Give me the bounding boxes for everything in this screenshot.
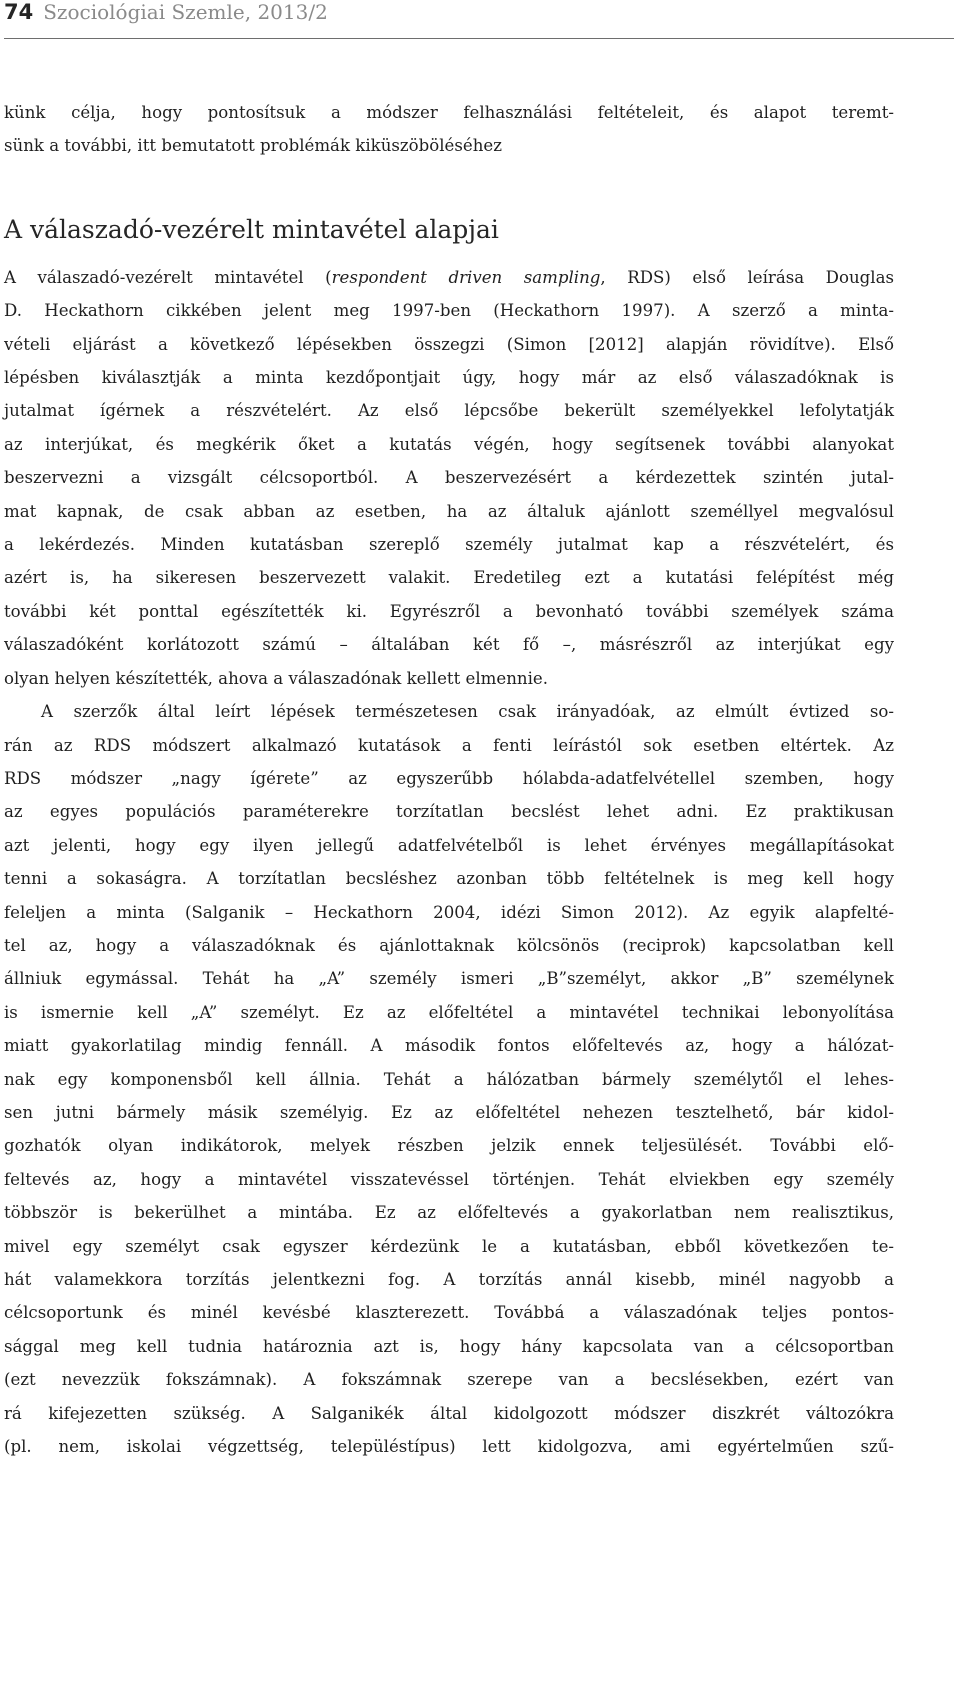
text-line: sen jutni bármely másik személyig. Ez az előfeltétel nehezen tesztelhető, bár kidol- xyxy=(4,1102,894,1122)
paragraph-1 xyxy=(4,261,894,695)
article-body xyxy=(4,96,894,1463)
text-line: feleljen a minta (Salganik – Heckathorn 2004, idézi Simon 2012). Az egyik alapfelté- xyxy=(4,902,894,922)
text-line: lépésben kiválasztják a minta kezdőpontjait úgy, hogy már az első válaszadóknak is xyxy=(4,368,894,388)
text-line: vételi eljárást a következő lépésekben összegzi (Simon [2012] alapján rövidítve). Első xyxy=(4,334,894,354)
text-line: künk célja, hogy pontosítsuk a módszer felhasználási feltételeit, és alapot teremt- xyxy=(4,103,894,122)
section-heading: A válaszadó-vezérelt mintavétel alapjai xyxy=(4,214,499,244)
text-line: az egyes populációs paraméterekre torzítatlan becslést lehet adni. Ez praktikusan xyxy=(4,802,894,822)
text-run: A válaszadó-vezérelt mintavétel ( xyxy=(4,267,332,287)
running-header xyxy=(4,0,328,34)
text-line xyxy=(4,261,894,294)
italic-term: respondent driven sampling xyxy=(331,267,601,287)
text-line: a lekérdezés. Minden kutatásban szereplő személy jutalmat kap a részvételért, és xyxy=(4,535,894,555)
text-run: , RDS) első leírása Douglas xyxy=(600,267,894,287)
text-line: (ezt nevezzük fokszámnak). A fokszámnak szerepe van a becslésekben, ezért van xyxy=(4,1370,894,1390)
text-line: nak egy komponensből kell állnia. Tehát a hálózatban bármely személytől el lehes- xyxy=(4,1069,894,1089)
text-line: hát valamekkora torzítás jelentkezni fog. A torzítás annál kisebb, minél nagyobb a xyxy=(4,1270,894,1289)
text-line: beszervezni a vizsgált célcsoportból. A beszervezésért a kérdezettek szintén jutal- xyxy=(4,468,894,488)
text-line: további két ponttal egészítették ki. Egyrészről a bevonható további személyek száma xyxy=(4,601,894,621)
intro-paragraph xyxy=(4,96,894,163)
text-line: azt jelenti, hogy egy ilyen jellegű adatfelvételből is lehet érvényes megállapításokat xyxy=(4,835,894,855)
text-line: A szerzők által leírt lépések természetesen csak irányadóak, az elmúlt évtized so- xyxy=(41,702,894,722)
text-line: RDS módszer „nagy ígérete” az egyszerűbb hólabda-adatfelvétellel szemben, hogy xyxy=(4,768,894,788)
text-line: tel az, hogy a válaszadóknak és ajánlottaknak kölcsönös (reciprok) kapcsolatban kell xyxy=(4,935,894,955)
text-line: feltevés az, hogy a mintavétel visszatevéssel történjen. Tehát elviekben egy személy xyxy=(4,1169,894,1189)
text-line: is ismernie kell „A” személyt. Ez az előfeltétel a mintavétel technikai lebonyolítása xyxy=(4,1002,894,1022)
text-line: D. Heckathorn cikkében jelent meg 1997-ben (Heckathorn 1997). A szerző a minta- xyxy=(4,301,894,321)
page-number: 74 xyxy=(4,0,34,24)
text-line: mat kapnak, de csak abban az esetben, ha az általuk ajánlott személlyel megvalósul xyxy=(4,501,894,521)
text-line: rán az RDS módszert alkalmazó kutatások a fenti leírástól sok esetben eltértek. Az xyxy=(4,735,894,755)
header-rule xyxy=(4,38,954,39)
text-line: mivel egy személyt csak egyszer kérdezünk le a kutatásban, ebből következően te- xyxy=(4,1236,894,1256)
text-line: sünk a további, itt bemutatott problémák kiküszöböléséhez xyxy=(4,136,502,156)
text-line: gozhatók olyan indikátorok, melyek részben jelzik ennek teljesülését. További elő- xyxy=(4,1136,894,1156)
text-line: állniuk egymással. Tehát ha „A” személy ismeri „B”személyt, akkor „B” személynek xyxy=(4,969,894,989)
text-line: jutalmat ígérnek a részvételért. Az első lépcsőbe bekerült személyekkel lefolytatják xyxy=(4,401,894,421)
text-line: az interjúkat, és megkérik őket a kutatás végén, hogy segítsenek további alanyokat xyxy=(4,434,894,454)
text-line: többször is bekerülhet a mintába. Ez az előfeltevés a gyakorlatban nem realisztikus, xyxy=(4,1203,894,1223)
text-line: (pl. nem, iskolai végzettség, településtípus) lett kidolgozva, ami egyértelműen szű- xyxy=(4,1437,894,1457)
text-line: rá kifejezetten szükség. A Salganikék által kidolgozott módszer diszkrét változókra xyxy=(4,1403,894,1423)
text-line: tenni a sokaságra. A torzítatlan becsléshez azonban több feltételnek is meg kell hogy xyxy=(4,869,894,889)
text-line: azért is, ha sikeresen beszervezett valakit. Eredetileg ezt a kutatási felépítést még xyxy=(4,568,894,588)
text-line: miatt gyakorlatilag mindig fennáll. A második fontos előfeltevés az, hogy a hálózat- xyxy=(4,1036,894,1056)
paragraph-2 xyxy=(4,695,894,1463)
text-line: olyan helyen készítették, ahova a válaszadónak kellett elmennie. xyxy=(4,668,548,688)
text-line: célcsoportunk és minél kevésbé klaszterezett. Továbbá a válaszadónak teljes pontos- xyxy=(4,1303,894,1323)
text-line: sággal meg kell tudnia határoznia azt is, hogy hány kapcsolata van a célcsoportban xyxy=(4,1336,894,1356)
text-line: válaszadóként korlátozott számú – általában két fő –, másrészről az interjúkat egy xyxy=(4,635,894,655)
journal-title: Szociológiai Szemle, 2013/2 xyxy=(43,0,328,24)
